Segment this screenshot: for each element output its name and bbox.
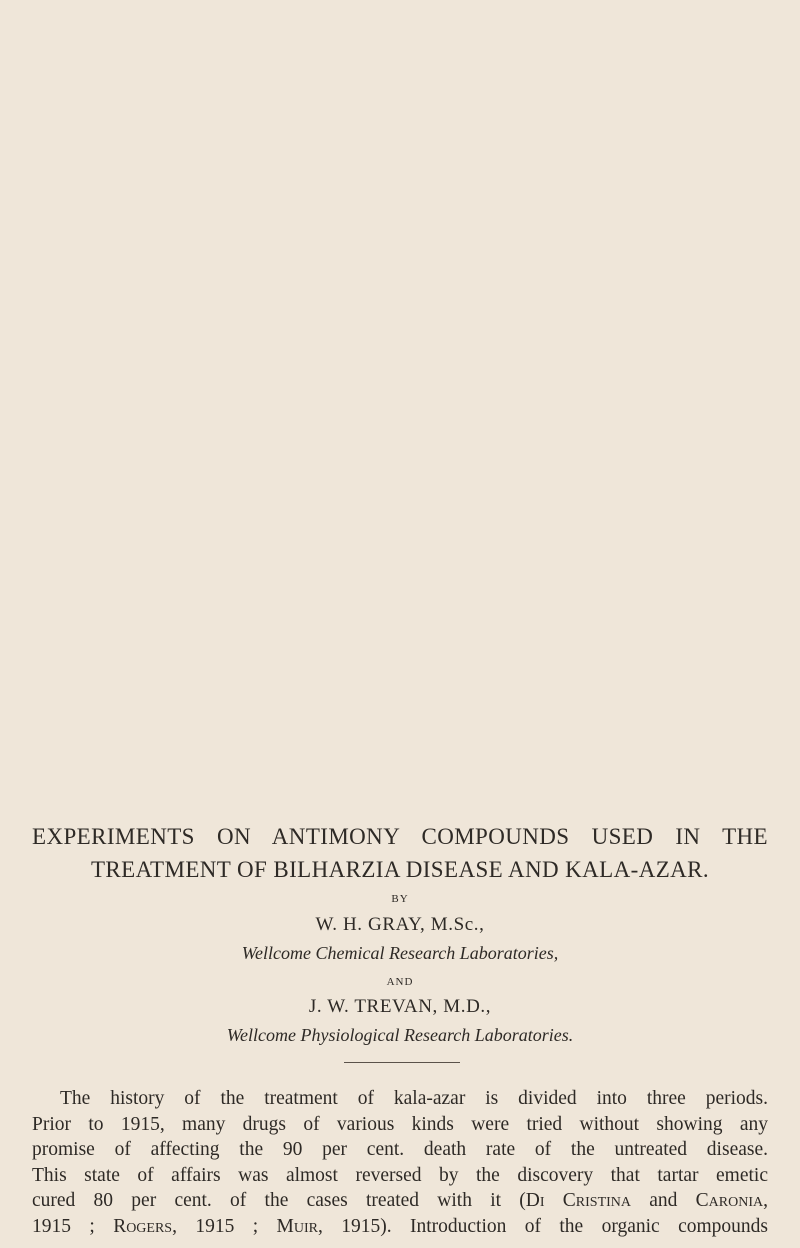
body-line-5-part-e: , — [763, 1190, 768, 1211]
article-title — [32, 820, 768, 886]
body-line-3: promise of affecting the 90 per cent. death rate of the untreated disease. — [32, 1139, 768, 1160]
by-label: BY — [391, 893, 409, 905]
body-line-6 — [32, 1214, 768, 1240]
body-line-4: This state of affairs was almost reversed by the discovery that tartar emetic — [32, 1164, 768, 1186]
and-label: AND — [386, 976, 414, 988]
body-line-5-part-a: cured 80 per cent. of the cases treated with it ( — [32, 1190, 526, 1211]
body-line-2: Prior to 1915, many drugs of various kinds were tried without showing any — [32, 1113, 768, 1135]
citation-author-caronia: Caronia — [695, 1190, 764, 1211]
body-line-5-part-c: and — [631, 1190, 696, 1211]
body-line-6-part-a: 1915 ; — [32, 1215, 114, 1237]
title-line-1: EXPERIMENTS ON ANTIMONY COMPOUNDS USED IN THE — [32, 824, 768, 849]
body-line-6-part-c: , 1915 ; — [172, 1215, 277, 1237]
title-line-2: TREATMENT OF BILHARZIA DISEASE AND KALA-AZAR. — [90, 857, 710, 882]
body-line-5 — [32, 1188, 768, 1214]
author-1-affiliation: Wellcome Chemical Research Laboratories, — [241, 943, 559, 963]
citation-author-di-cristina: Di Cristina — [525, 1190, 632, 1211]
citation-author-rogers: Rogers — [113, 1215, 173, 1237]
author-1-name: W. H. GRAY, M.Sc., — [315, 914, 485, 935]
author-2-affiliation: Wellcome Physiological Research Laboratories. — [226, 1025, 574, 1045]
body-line-6-part-e: , 1915). Introduction of the organic compounds — [317, 1215, 768, 1237]
author-2-name: J. W. TREVAN, M.D., — [308, 996, 492, 1017]
section-divider — [344, 1062, 460, 1063]
citation-author-muir: Muir — [276, 1215, 318, 1237]
body-paragraph — [32, 1086, 768, 1239]
body-line-1: The history of the treatment of kala-azar is divided into three periods. — [60, 1088, 768, 1109]
